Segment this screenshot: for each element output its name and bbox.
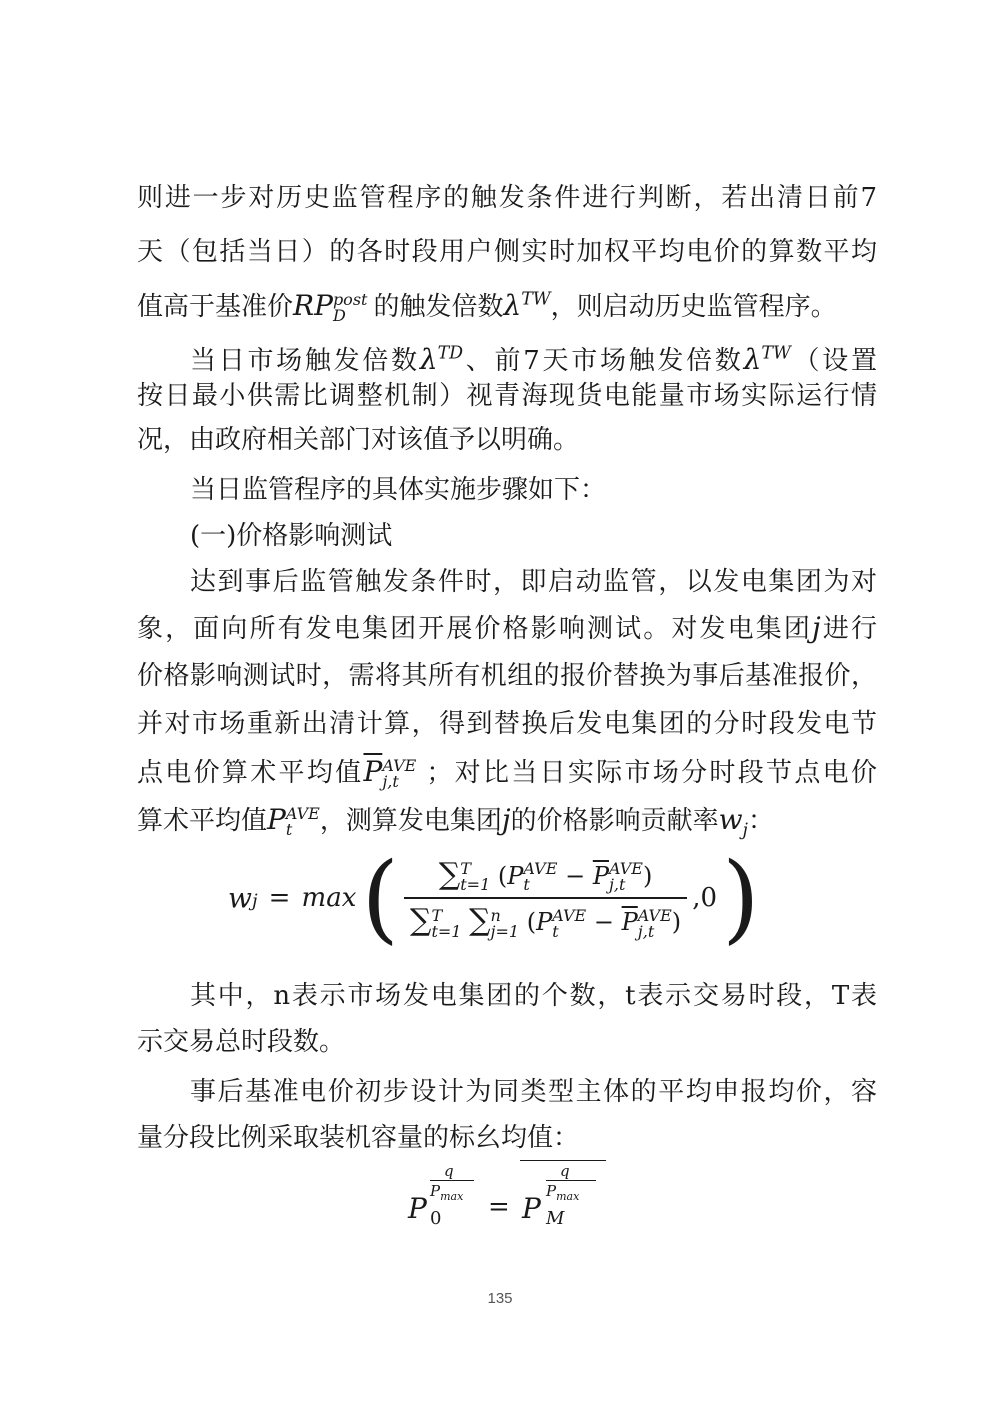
math-w-j: $w_j$: [718, 803, 748, 841]
text-line: 当日监管程序的具体实施步骤如下：: [190, 475, 607, 505]
math-p-bar: $\overline{P}$: [363, 755, 383, 788]
page-number: 135: [487, 1290, 513, 1307]
text-line: 按日最小供需比调整机制）视青海现货电能量市场实际运行情: [137, 381, 877, 411]
text-line: 况，由政府相关部门对该值予以明确。: [137, 425, 580, 455]
text-line: 算术平均值P AVE t ，测算发电集团j的价格影响贡献率$w_j$：: [137, 803, 774, 841]
math-lambda-tw: $\lambda^{TW}$: [503, 289, 551, 322]
text-line: 象，面向所有发电集团开展价格影响测试。对发电集团j进行: [137, 611, 877, 644]
text-line: 则进一步对历史监管程序的触发条件进行判断，若出清日前7: [137, 183, 877, 213]
text-line: 量分段比例采取装机容量的标幺均值：: [137, 1123, 580, 1153]
equation-price-impact: $w_j = \max$ ( ∑ T t=1 (P AVE t − $\overline{P}$ AVE j,t ) ∑ T t=1 ∑ n j=1 (P AVE t − $\overline{P}$ AVE j,t ) ,0 ): [228, 842, 760, 954]
math-j: j: [812, 611, 821, 644]
text-line: 天（包括当日）的各时段用户侧实时加权平均电价的算数平均: [137, 237, 877, 267]
text-line: 示交易总时段数。: [137, 1027, 346, 1057]
text-line: 达到事后监管触发条件时，即启动监管，以发电集团为对: [190, 567, 877, 597]
math-rp: RP: [293, 289, 333, 322]
text-line: 价格影响测试时，需将其所有机组的报价替换为事后基准报价，: [137, 661, 877, 691]
text-line: 点电价算术平均值$\overline{P}$ AVE j,t ；对比当日实际市场分时段节点电价: [137, 755, 877, 791]
math-lambda-tw: $\lambda^{TW}$: [743, 343, 791, 376]
equation-benchmark: P q $P_{max}$ 0 = P q $P_{max}$ M: [408, 1162, 618, 1232]
math-lambda-td: $\lambda^{TD}$: [419, 343, 464, 376]
math-j: j: [501, 803, 511, 836]
section-heading: (一)价格影响测试: [190, 521, 393, 551]
text-line: 当日市场触发倍数$\lambda^{TD}$、前7天市场触发倍数$\lambda^{TW}$（设置: [190, 343, 877, 376]
text-line: 其中，n表示市场发电集团的个数，t表示交易时段，T表: [190, 981, 877, 1011]
math-p: P: [267, 803, 286, 836]
text-line: 值高于基准价RP post D 的触发倍数$\lambda^{TW}$，则启动历史监管程序。: [137, 289, 837, 325]
text-line: 并对市场重新出清计算，得到替换后发电集团的分时段发电节: [137, 709, 877, 739]
text-line: 事后基准电价初步设计为同类型主体的平均申报均价，容: [190, 1077, 877, 1107]
